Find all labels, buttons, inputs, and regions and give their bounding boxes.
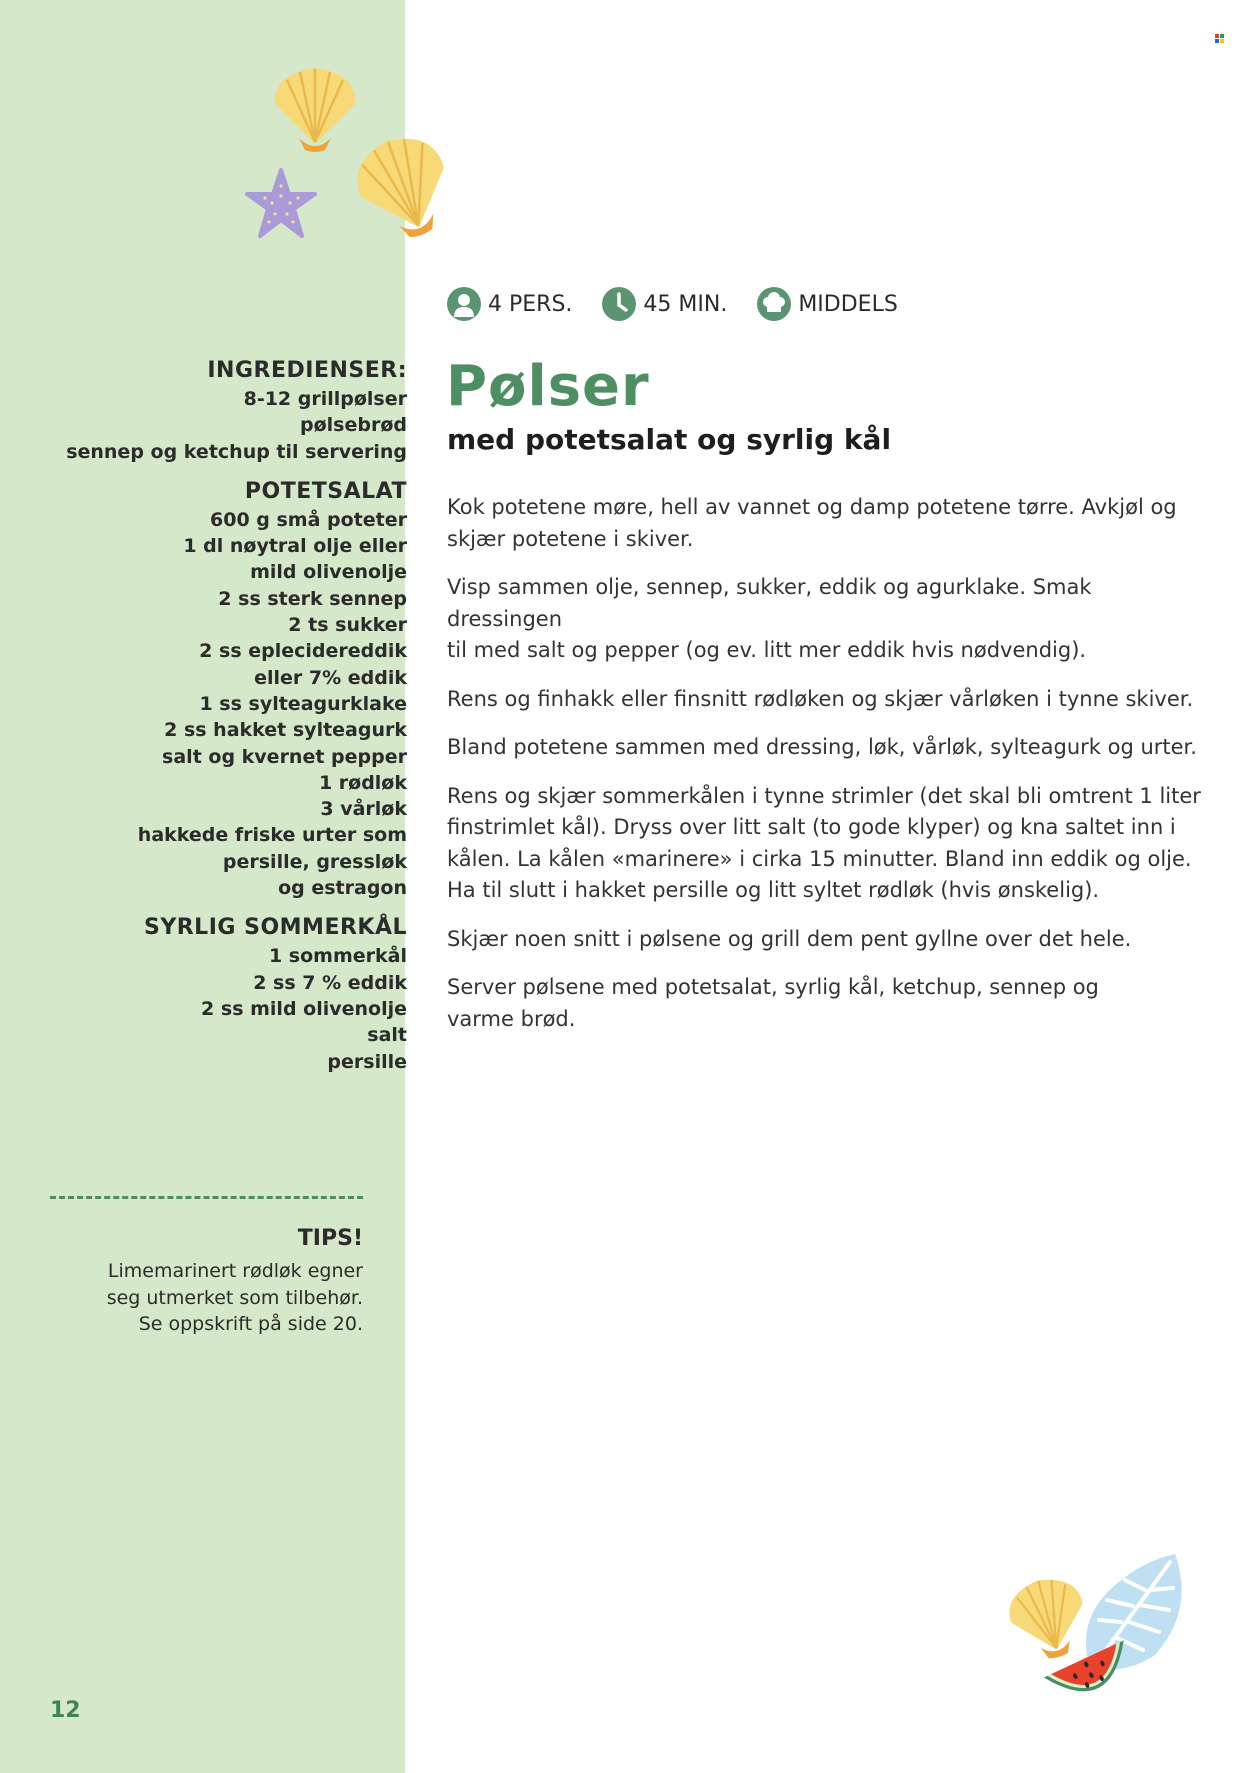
clock-icon [602, 287, 636, 321]
sommerkaal-list [47, 943, 407, 1074]
step-line: varme brød. [447, 1006, 576, 1031]
step-line: Kok potetene møre, hell av vannet og damp potetene tørre. Avkjøl og [447, 495, 1177, 519]
servings-info [447, 287, 572, 321]
ingredient-item: salt [367, 1024, 407, 1047]
difficulty-text: MIDDELS [798, 291, 898, 317]
ingredient-item: hakkede friske urter som [137, 824, 407, 847]
ingredient-item: 1 rødløk [318, 771, 407, 794]
ingredient-item: eller 7% eddik [254, 666, 407, 689]
ingredient-item: og estragon [278, 877, 407, 900]
ingredient-item: 600 g små poteter [210, 508, 407, 531]
person-icon [447, 287, 481, 321]
time-text: 45 MIN. [643, 291, 728, 317]
step-paragraph [447, 924, 1207, 956]
ingredient-item: 1 ss sylteagurklake [199, 692, 407, 715]
ingredients-panel [47, 356, 407, 1075]
watermelon-illustration [1038, 1628, 1138, 1708]
tips-divider [50, 1196, 363, 1199]
ingredients-heading: INGREDIENSER: [207, 358, 407, 383]
tips-line: Limemarinert rødløk egner [107, 1260, 363, 1282]
step-paragraph [447, 781, 1207, 907]
step-line: Bland potetene sammen med dressing, løk, vårløk, sylteagurk og urter. [447, 735, 1197, 759]
shell-illustration-top-large [348, 130, 460, 242]
color-marker-icon [1215, 34, 1224, 43]
potetsalat-heading: POTETSALAT [244, 478, 407, 504]
time-info [602, 287, 727, 321]
sommerkaal-heading: SYRLIG SOMMERKÅL [143, 915, 407, 941]
step-line: Skjær noen snitt i pølsene og grill dem pent gyllne over det hele. [447, 926, 1132, 951]
ingredients-list [47, 386, 407, 465]
ingredient-item: 2 ss eplecidereddik [199, 640, 407, 663]
step-paragraph [447, 492, 1207, 555]
recipe-subtitle: med potetsalat og syrlig kål [447, 423, 892, 456]
tips-line: Se oppskrift på side 20. [138, 1313, 363, 1335]
difficulty-info [757, 287, 897, 321]
ingredient-item: persille [327, 1050, 407, 1073]
step-paragraph [447, 684, 1207, 716]
potetsalat-list [47, 507, 407, 901]
ingredient-item: pølsebrød [300, 414, 407, 437]
ingredient-item: sennep og ketchup til servering [66, 440, 407, 463]
page-number: 12 [50, 1698, 81, 1723]
chef-hat-icon [757, 287, 791, 321]
ingredient-item: 8-12 grillpølser [243, 388, 407, 410]
tips-box [33, 1224, 363, 1338]
step-line: Server pølsene med potetsalat, syrlig kål, ketchup, sennep og [447, 975, 1099, 999]
step-line: Visp sammen olje, sennep, sukker, eddik og agurklake. Smak dressingen [447, 575, 1092, 631]
ingredient-item: 2 ts sukker [288, 614, 407, 637]
ingredient-item: salt og kvernet pepper [162, 745, 407, 768]
step-line: finstrimlet kål). Dryss over litt salt (to gode klyper) og kna saltet inn i [447, 815, 1176, 839]
ingredient-item: 3 vårløk [320, 798, 407, 821]
tips-line: seg utmerket som tilbehør. [106, 1286, 363, 1309]
ingredient-item: 1 dl nøytral olje eller [183, 535, 407, 558]
recipe-meta-row [447, 286, 928, 322]
step-line: skjær potetene i skiver. [447, 526, 694, 551]
servings-text: 4 PERS. [488, 291, 573, 317]
ingredient-item: persille, gressløk [222, 850, 407, 873]
recipe-steps [447, 492, 1207, 1052]
ingredient-item: 2 ss sterk sennep [218, 587, 407, 610]
tips-heading: TIPS! [297, 1226, 363, 1251]
tips-text [33, 1258, 363, 1338]
ingredient-item: 2 ss mild olivenolje [201, 997, 407, 1020]
step-line: til med salt og pepper (og ev. litt mer eddik hvis nødvendig). [447, 638, 1087, 662]
step-line: Rens og skjær sommerkålen i tynne strimler (det skal bli omtrent 1 liter [447, 783, 1201, 808]
recipe-title: Pølser [446, 354, 650, 419]
ingredient-item: 2 ss hakket sylteagurk [164, 719, 407, 742]
step-paragraph [447, 732, 1207, 764]
ingredient-item: mild olivenolje [250, 561, 407, 584]
ingredient-item: 2 ss 7 % eddik [253, 971, 407, 994]
ingredient-item: 1 sommerkål [268, 945, 407, 968]
step-paragraph [447, 972, 1207, 1035]
starfish-illustration [243, 166, 319, 242]
step-line: Ha til slutt i hakket persille og litt syltet rødløk (hvis ønskelig). [447, 878, 1100, 902]
step-paragraph [447, 572, 1207, 667]
step-line: kålen. La kålen «marinere» i cirka 15 minutter. Bland inn eddik og olje. [447, 846, 1192, 871]
step-line: Rens og finhakk eller finsnitt rødløken og skjær vårløken i tynne skiver. [447, 686, 1194, 711]
